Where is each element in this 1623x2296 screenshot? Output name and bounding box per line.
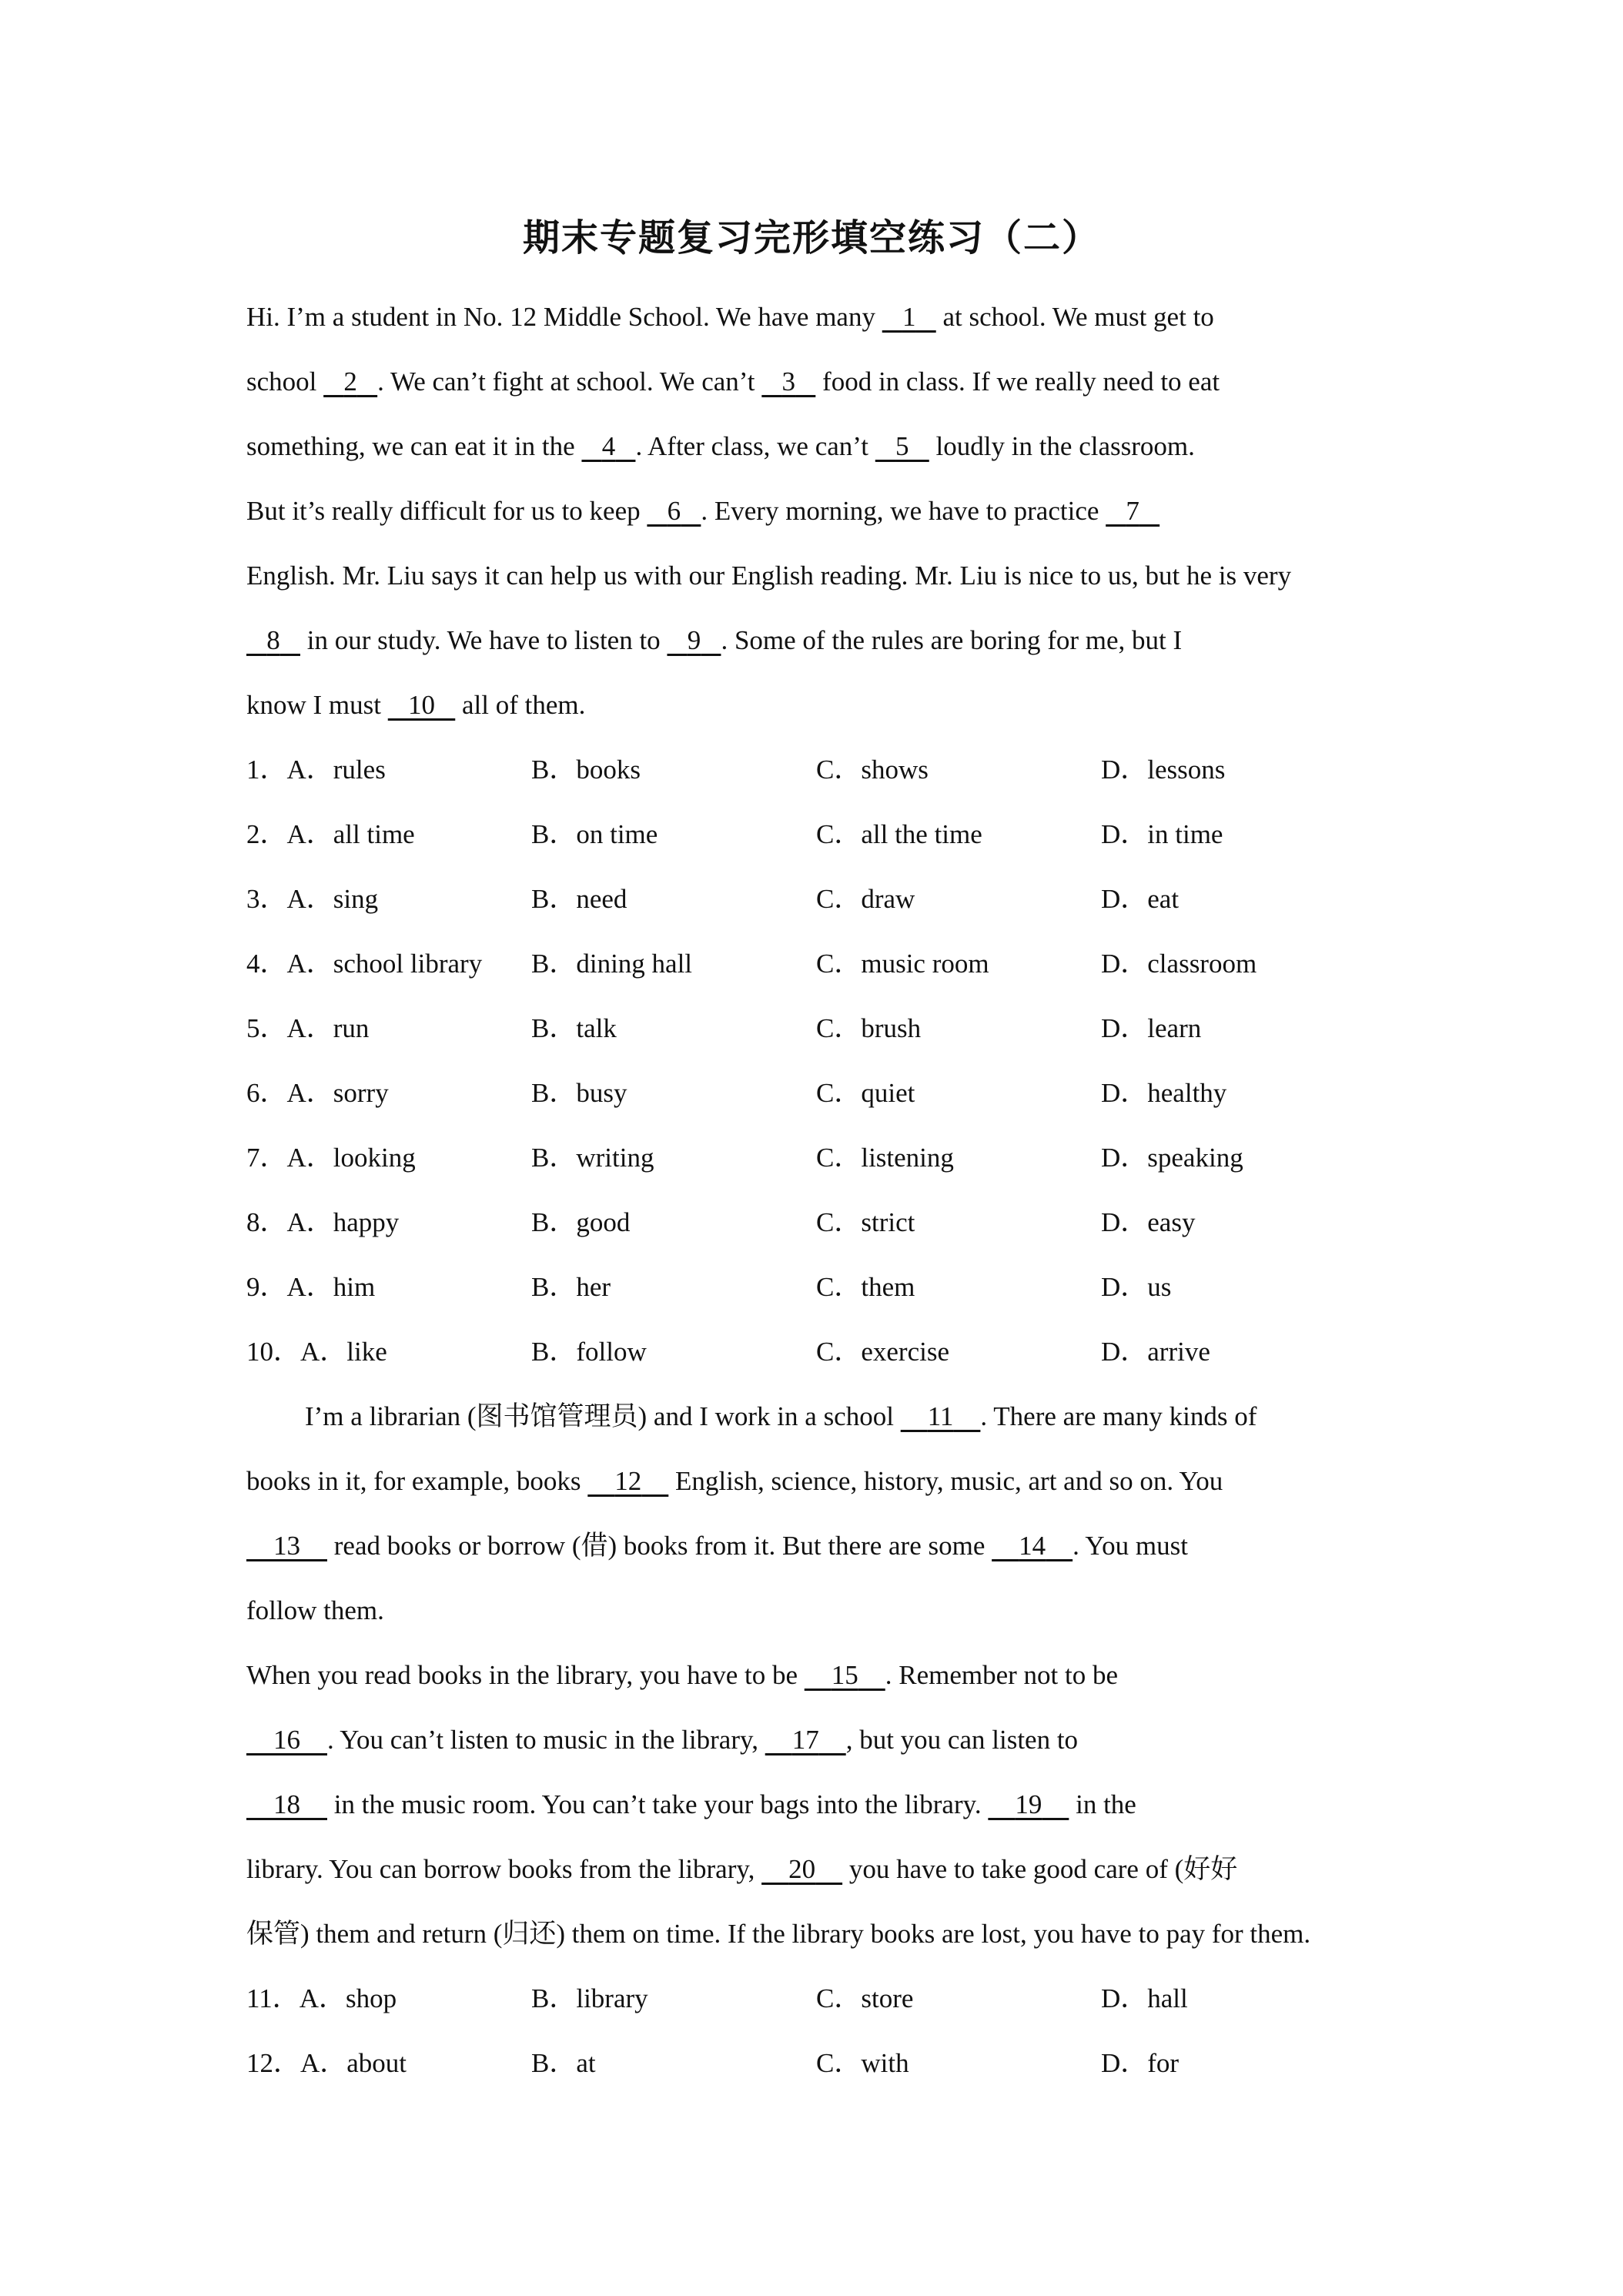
blank-4: 4	[601, 431, 616, 461]
passage1-line5: English. Mr. Liu says it can help us with our English reading. Mr. Liu is nice to us, but he is very	[246, 561, 1292, 591]
blank-1: 1	[902, 302, 916, 332]
blank-19: 19	[1015, 1789, 1042, 1819]
question-12: 12．A．about B．at C．with D．for	[246, 2048, 1180, 2078]
blank-10: 10	[408, 690, 435, 720]
question-3: 3．A．sing B．need C．draw D．eat	[246, 884, 1180, 914]
question-6: 6．A．sorry B．busy C．quiet D．healthy	[246, 1078, 1227, 1108]
question-5: 5．A．run B．talk C．brush D．learn	[246, 1013, 1202, 1043]
passage2-line2: books in it, for example, books 12 English, science, history, music, art and so on. You	[246, 1449, 1386, 1514]
blank-20: 20	[788, 1854, 816, 1884]
blank-16: 16	[273, 1725, 300, 1755]
page-title: 期末专题复习完形填空练习（二）	[522, 216, 1100, 259]
passage2-line1: I’m a librarian (图书馆管理员) and I work in a school 11 . There are many kinds of	[246, 1384, 1386, 1449]
question-11: 11．A．shop B．library C．store D．hall	[246, 1983, 1188, 2013]
question-7: 7．A．looking B．writing C．listening D．speaking	[246, 1143, 1243, 1173]
document-content	[246, 285, 1386, 2096]
blank-11: 11	[927, 1401, 954, 1431]
passage2-line8: library. You can borrow books from the library, 20 you have to take good care of (好好	[246, 1837, 1386, 1902]
passage2-line7: 18 in the music room. You can’t take your bags into the library. 19 in the	[246, 1772, 1386, 1837]
question-4: 4．A．school library B．dining hall C．music room D．classroom	[246, 949, 1257, 979]
blank-9: 9	[687, 625, 701, 655]
passage2-line6: 16 . You can’t listen to music in the library, 17 , but you can listen to	[246, 1708, 1386, 1772]
question-2: 2．A．all time B．on time C．all the time D．in time	[246, 819, 1223, 849]
passage1-line4: But it’s really difficult for us to keep 6 . Every morning, we have to practice 7	[246, 479, 1386, 544]
passage1-line1: Hi. I’m a student in No. 12 Middle School. We have many 1 at school. We must get to	[246, 285, 1386, 350]
question-1: 1．A．rules B．books C．shows D．lessons	[246, 755, 1226, 785]
blank-14: 14	[1019, 1531, 1046, 1561]
passage2-line3: 13 read books or borrow (借) books from it. But there are some 14 . You must	[246, 1514, 1386, 1578]
question-8: 8．A．happy B．good C．strict D．easy	[246, 1207, 1196, 1237]
passage1-line2: school 2 . We can’t fight at school. We can’t 3 food in class. If we really need to eat	[246, 350, 1386, 414]
blank-6: 6	[667, 496, 681, 526]
blank-2: 2	[343, 366, 357, 397]
blank-5: 5	[895, 431, 909, 461]
blank-15: 15	[831, 1660, 858, 1690]
blank-7: 7	[1126, 496, 1139, 526]
blank-12: 12	[614, 1466, 642, 1496]
blank-3: 3	[781, 366, 796, 397]
question-9: 9．A．him B．her C．them D．us	[246, 1272, 1172, 1302]
blank-13: 13	[273, 1531, 300, 1561]
passage1-line3: something, we can eat it in the 4 . After class, we can’t 5 loudly in the classroom.	[246, 414, 1386, 479]
blank-8: 8	[266, 625, 280, 655]
passage1-line7: know I must 10 all of them.	[246, 673, 1386, 738]
passage2-line9: 保管) them and return (归还) them on time. If the library books are lost, you have to pay for them.	[246, 1919, 1311, 1949]
passage2-line5: When you read books in the library, you have to be 15 . Remember not to be	[246, 1643, 1386, 1708]
blank-18: 18	[273, 1789, 300, 1819]
passage2-line4: follow them.	[246, 1595, 384, 1625]
blank-17: 17	[791, 1725, 819, 1755]
question-10: 10．A．like B．follow C．exercise D．arrive	[246, 1337, 1210, 1367]
passage1-line6: 8 in our study. We have to listen to 9 . Some of the rules are boring for me, but I	[246, 608, 1386, 673]
